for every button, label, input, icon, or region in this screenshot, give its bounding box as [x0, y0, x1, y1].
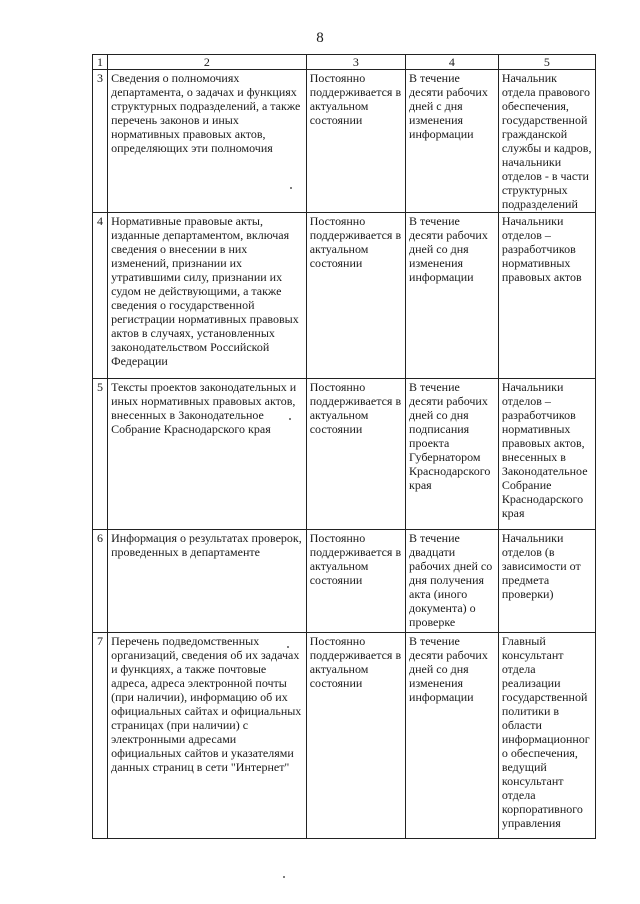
info-cell: Перечень подведомственных организаций, сведения об их задачах и функциях, а также почтовые адреса, адреса электронной почты (при наличии), информацию об их официальных сайтах и официальных страницах (при наличии) с электронными адресами официальных сайтов и указателями данных страниц в сети "Интернет"	[108, 633, 307, 839]
info-cell: Нормативные правовые акты, изданные департаментом, включая сведения о внесении в них изменений, признании их утратившими силу, признании их судом не действующими, а также сведения о государственной регистрации нормативных правовых актов в случаях, установленных законодательством Российской Федерации	[108, 213, 307, 379]
deadline-cell: В течение десяти рабочих дней с дня изменения информации	[406, 70, 499, 213]
scan-speck	[283, 876, 285, 878]
deadline-cell: В течение десяти рабочих дней со дня подписания проекта Губернатором Краснодарского края	[406, 379, 499, 530]
frequency-cell: Постоянно поддерживается в актуальном состоянии	[306, 530, 405, 633]
responsible-cell: Начальники отделов (в зависимости от предмета проверки)	[498, 530, 595, 633]
deadline-cell: В течение десяти рабочих дней со дня изменения информации	[406, 633, 499, 839]
column-header: 5	[498, 55, 595, 70]
row-number: 7	[93, 633, 108, 839]
column-header: 1	[93, 55, 108, 70]
responsible-cell: Начальники отделов – разработчиков нормативных правовых актов, внесенных в Законодательное Собрание Краснодарского края	[498, 379, 595, 530]
frequency-cell: Постоянно поддерживается в актуальном состоянии	[306, 70, 405, 213]
table-header-row	[93, 55, 596, 70]
frequency-cell: Постоянно поддерживается в актуальном состоянии	[306, 213, 405, 379]
frequency-cell: Постоянно поддерживается в актуальном состоянии	[306, 633, 405, 839]
table-row	[93, 70, 596, 213]
frequency-cell: Постоянно поддерживается в актуальном состоянии	[306, 379, 405, 530]
table-row	[93, 379, 596, 530]
deadline-cell: В течение десяти рабочих дней со дня изменения информации	[406, 213, 499, 379]
scan-speck	[290, 187, 292, 189]
scan-speck	[289, 418, 291, 420]
row-number: 4	[93, 213, 108, 379]
responsible-cell: Начальник отдела правового обеспечения, государственной гражданской службы и кадров, начальники отделов - в части структурных подразделений	[498, 70, 595, 213]
responsible-cell: Начальники отделов – разработчиков нормативных правовых актов	[498, 213, 595, 379]
info-cell: Сведения о полномочиях департамента, о задачах и функциях структурных подразделений, а также перечень законов и иных нормативных правовых актов, определяющих эти полномочия	[108, 70, 307, 213]
row-number: 6	[93, 530, 108, 633]
page-number: 8	[316, 30, 324, 46]
column-header: 3	[306, 55, 405, 70]
responsible-cell: Главный консультант отдела реализации государственной политики в области информационного обеспечения, ведущий консультант отдела корпоративного управления	[498, 633, 595, 839]
column-header: 4	[406, 55, 499, 70]
table-row	[93, 633, 596, 839]
info-cell: Тексты проектов законодательных и иных нормативных правовых актов, внесенных в Законодательное Собрание Краснодарского края	[108, 379, 307, 530]
table-row	[93, 530, 596, 633]
scan-speck	[287, 646, 289, 648]
deadline-cell: В течение двадцати рабочих дней со дня получения акта (иного документа) о проверке	[406, 530, 499, 633]
table-row	[93, 213, 596, 379]
row-number: 3	[93, 70, 108, 213]
column-header: 2	[108, 55, 307, 70]
info-table	[92, 54, 596, 839]
info-cell: Информация о результатах проверок, проведенных в департаменте	[108, 530, 307, 633]
row-number: 5	[93, 379, 108, 530]
